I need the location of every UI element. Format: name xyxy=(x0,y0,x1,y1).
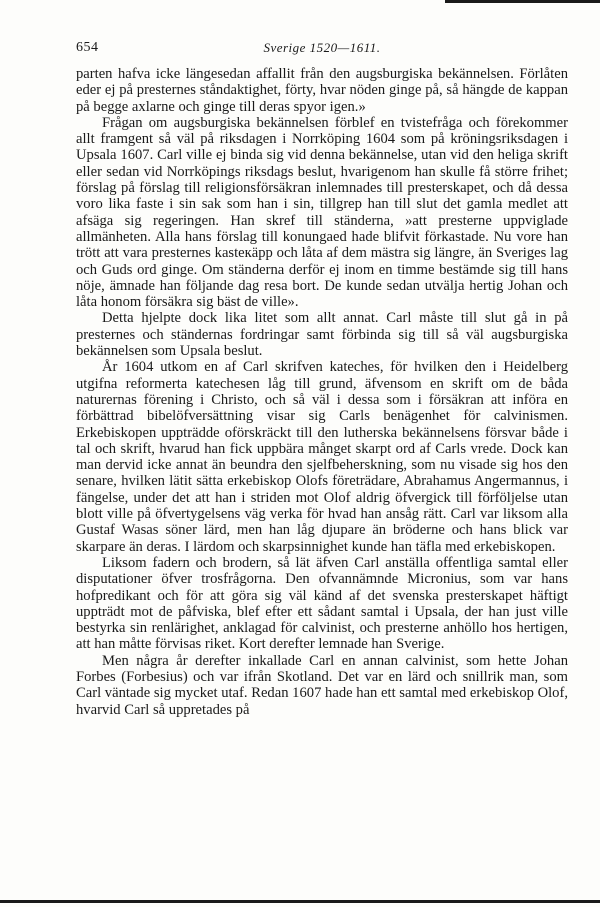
running-head: Sverige 1520—1611. xyxy=(263,40,381,55)
body-text xyxy=(76,66,568,718)
bottom-edge-rule xyxy=(0,900,600,903)
paragraph: Detta hjelpte dock lika litet som allt annat. Carl måste till slut gå in på presternes och ständernas fordringar samt förbinda sig till så väl augsburgiska bekännelsen som Upsala beslut. xyxy=(76,310,568,360)
paragraph: Men några år derefter inkallade Carl en annan calvinist, som hette Johan Forbes (Forbesius) och var ifrån Skotland. Det var en lärd och snillrik man, som Carl väntade sig mycket utaf. Redan 1607 hade han ett samtal med erkebiskop Olof, hvarvid Carl så uppretades på xyxy=(76,652,568,718)
paragraph: Frågan om augsburgiska bekännelsen förblef en tvistefråga och förekommer allt framgent så väl på riksdagen i Norrköping 1604 som på kröningsriksdagen i Upsala 1607. Carl ville ej binda sig vid denna bekännelse, utan vid den heliga skrift eller sedan vid Norrköpings riksdags beslut, hvarigenom han skulle få större frihet; förslag på förslag till religionsförsäkran inlemnades till presterskapet, och då dessa voro lika faste i sin sak som han i sin, tillgrep han till slut det gamla medlet att afsäga sig regeringen. Han skref till ständerna, »att presterne uppviglade allmänheten. Alla hans förslag till konungaed hade blifvit förkastade. Nu vore han trött att vara presternes kasteкäpp och låta af dem mästra sig längre, än Sveriges lag och Guds ord ginge. Om ständerna derför ej inom en timme bestämde sig till hans nöje, ämnade han följande dag resa bort. De kunde sedan utvälja hertig Johan och låta honom försäkra sig bäst de ville». xyxy=(76,114,568,311)
top-edge-rule xyxy=(445,0,600,3)
page-header xyxy=(76,40,568,58)
paragraph: Liksom fadern och brodern, så lät äfven Carl anställa offentliga samtal eller disputationer öfver trosfrågorna. Den ofvannämnde Micronius, som var hans hofpredikant och för att göra sig väl känd af det svenska presterskapet häftigt uppträdt mot de påfviska, blef efter ett sådant samtal i Upsala, der han just ville bestyrka sin renlärighet, anklagad för calvinist, och presterne anhöllo hos hertigen, att han måtte förvisas riket. Kort derefter lemnade han Sverige. xyxy=(76,554,568,653)
paragraph: År 1604 utkom en af Carl skrifven kateches, för hvilken den i Heidelberg utgifna reformerta katechesen låg till grund, äfvensom en skrift om de båda naturernas förening i Christo, och så väl i dessa som i försäkran att införa en förbättrad bibelöfversättning visar sig Carls benägenhet för calvinismen. Erkebiskopen uppträdde oförskräckt till den lutherska bekännelsens försvar både i tal och skrift, hvarud han fick uppbära månget skarpt ord af Carls vrede. Dock kan man dervid icke annat än beundra den sjelfbeherskning, som nu visade sig hos den senare, hvilken lätit sätta erkebiskop Olofs företrädare, Abrahamus Angermannus, i fängelse, under det att han i striden mot Olof aldrig öfvergick till förföljelse utan blott ville på öfvertygelsens väg verka för hvad han ansåg rätt. Carl var liksom alla Gustaf Wasas söner lärd, men han låg djupare än bröderne och hans blick var skarpare än deras. I lärdom och skarpsinnighet kunde han täfla med erkebiskopen. xyxy=(76,359,568,555)
page-number: 654 xyxy=(76,40,99,55)
paragraph: parten hafva icke längesedan affallit från den augsburgiska bekännelsen. Förlåten eder ej på presternes ståndaktighet, förty, hvar nöden ginge på, så hängde de kappan på begge axlarne och ginge till deras spyor igen.» xyxy=(76,66,568,115)
